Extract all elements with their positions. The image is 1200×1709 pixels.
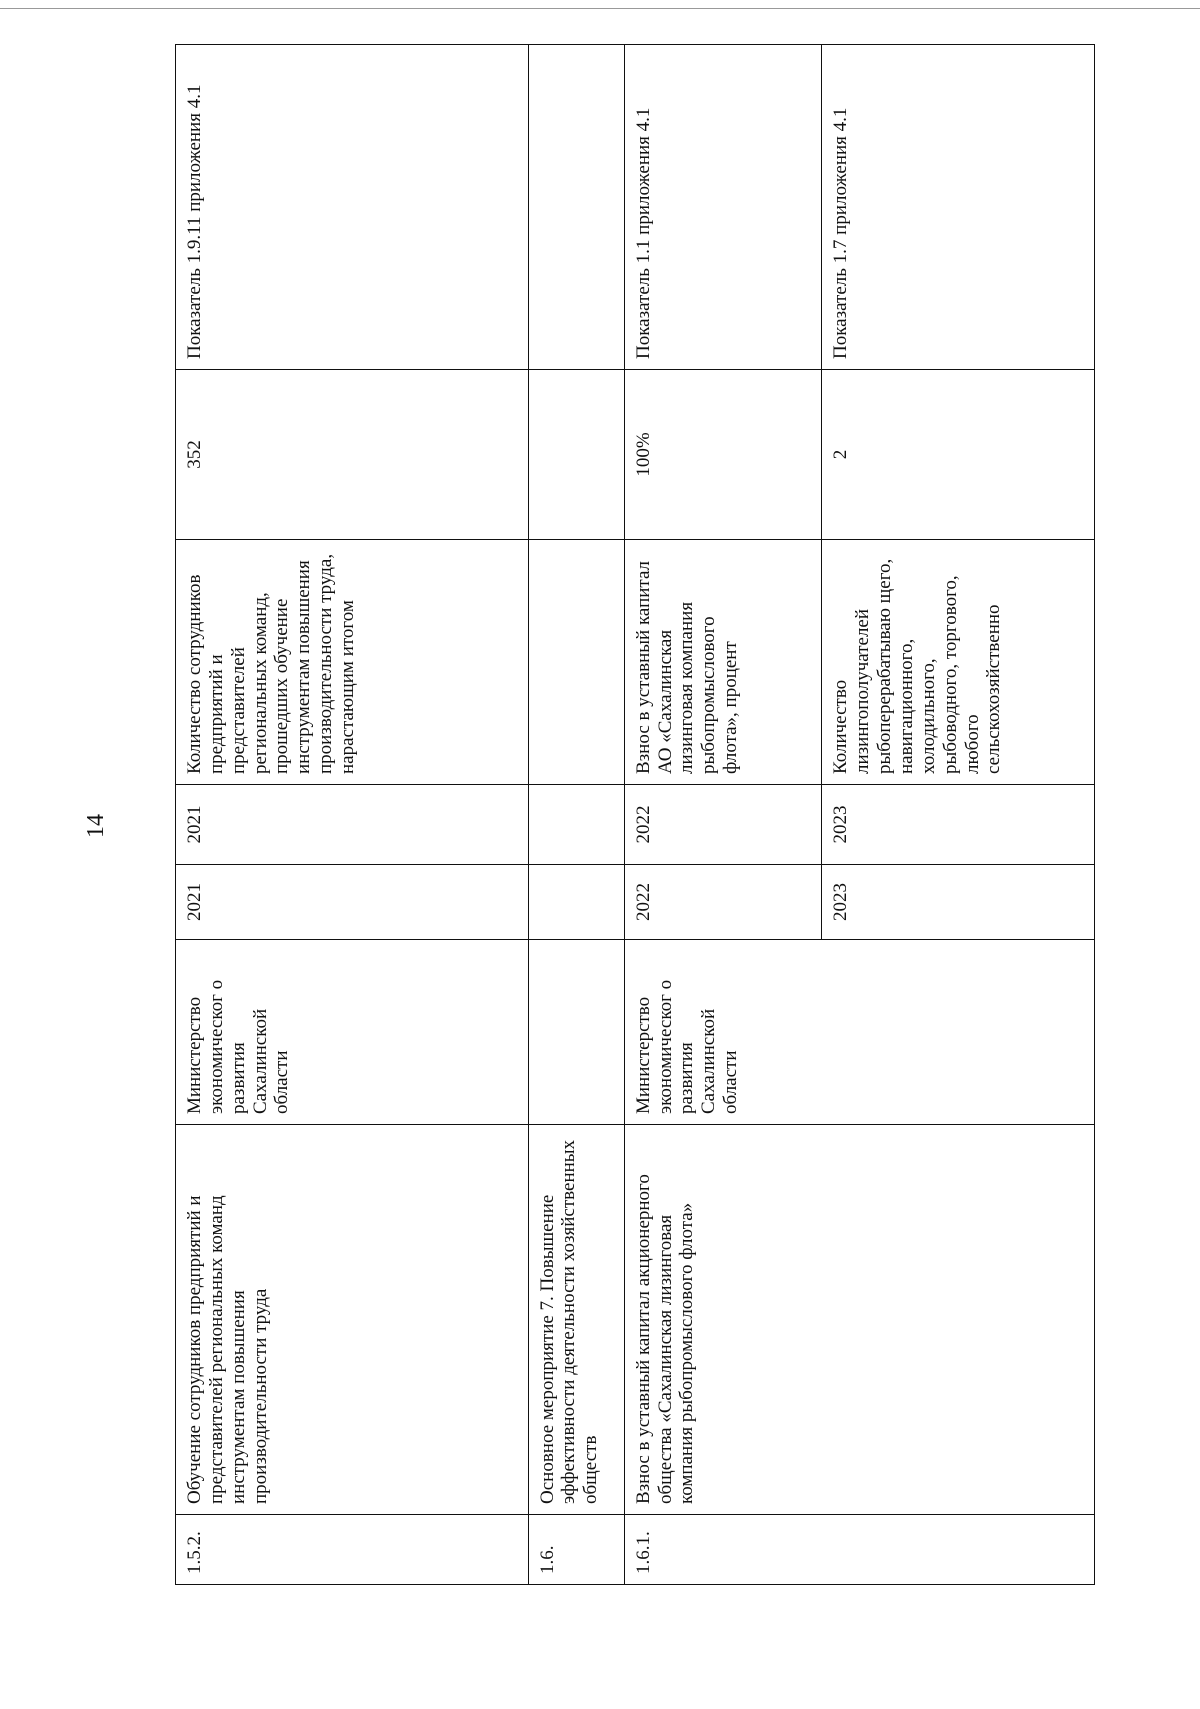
end-year: 2022 — [624, 785, 822, 865]
row-number: 1.6.1. — [624, 1515, 1094, 1585]
rotated-table-container — [175, 45, 1095, 1585]
start-year: 2021 — [176, 865, 529, 940]
indicator-value: 100% — [624, 370, 822, 540]
event-name: Обучение сотрудников предприятий и представителей региональных команд инструментам повышения производительности труда — [176, 1125, 529, 1515]
page-number: 14 — [83, 814, 109, 838]
event-name: Основное мероприятие 7. Повышение эффективности деятельности хозяйственных обществ — [528, 1125, 624, 1515]
indicator: Количество лизингополучателей рыбоперерабатываю щего, навигационного, холодильного, рыбоводного, торгового, любого сельскохозяйственно — [822, 540, 1095, 785]
start-year — [528, 865, 624, 940]
program-events-table — [175, 44, 1095, 1585]
table-row — [176, 45, 529, 1585]
executor: Министерство экономическог о развития Сахалинской области — [176, 940, 529, 1125]
end-year — [528, 785, 624, 865]
start-year: 2023 — [822, 865, 1095, 940]
indicator-link: Показатель 1.9.11 приложения 4.1 — [176, 45, 529, 370]
row-number: 1.5.2. — [176, 1515, 529, 1585]
indicator-link — [528, 45, 624, 370]
table-row — [528, 45, 624, 1585]
event-name: Взнос в уставный капитал акционерного общества «Сахалинская лизинговая компания рыбопромыслового флота» — [624, 1125, 1094, 1515]
executor — [528, 940, 624, 1125]
indicator — [528, 540, 624, 785]
indicator: Взнос в уставный капитал АО «Сахалинская лизинговая компания рыбопромыслового флота», процент — [624, 540, 822, 785]
end-year: 2023 — [822, 785, 1095, 865]
indicator-value: 2 — [822, 370, 1095, 540]
end-year: 2021 — [176, 785, 529, 865]
start-year: 2022 — [624, 865, 822, 940]
table-row — [624, 45, 822, 1585]
indicator-link: Показатель 1.1 приложения 4.1 — [624, 45, 822, 370]
indicator-link: Показатель 1.7 приложения 4.1 — [822, 45, 1095, 370]
indicator-value — [528, 370, 624, 540]
scan-edge-line — [0, 0, 1200, 9]
indicator: Количество сотрудников предприятий и представителей региональных команд, прошедших обучение инструментам повышения производительности труда, нарастающим итогом — [176, 540, 529, 785]
indicator-value: 352 — [176, 370, 529, 540]
row-number: 1.6. — [528, 1515, 624, 1585]
executor: Министерство экономическог о развития Сахалинской области — [624, 940, 1094, 1125]
